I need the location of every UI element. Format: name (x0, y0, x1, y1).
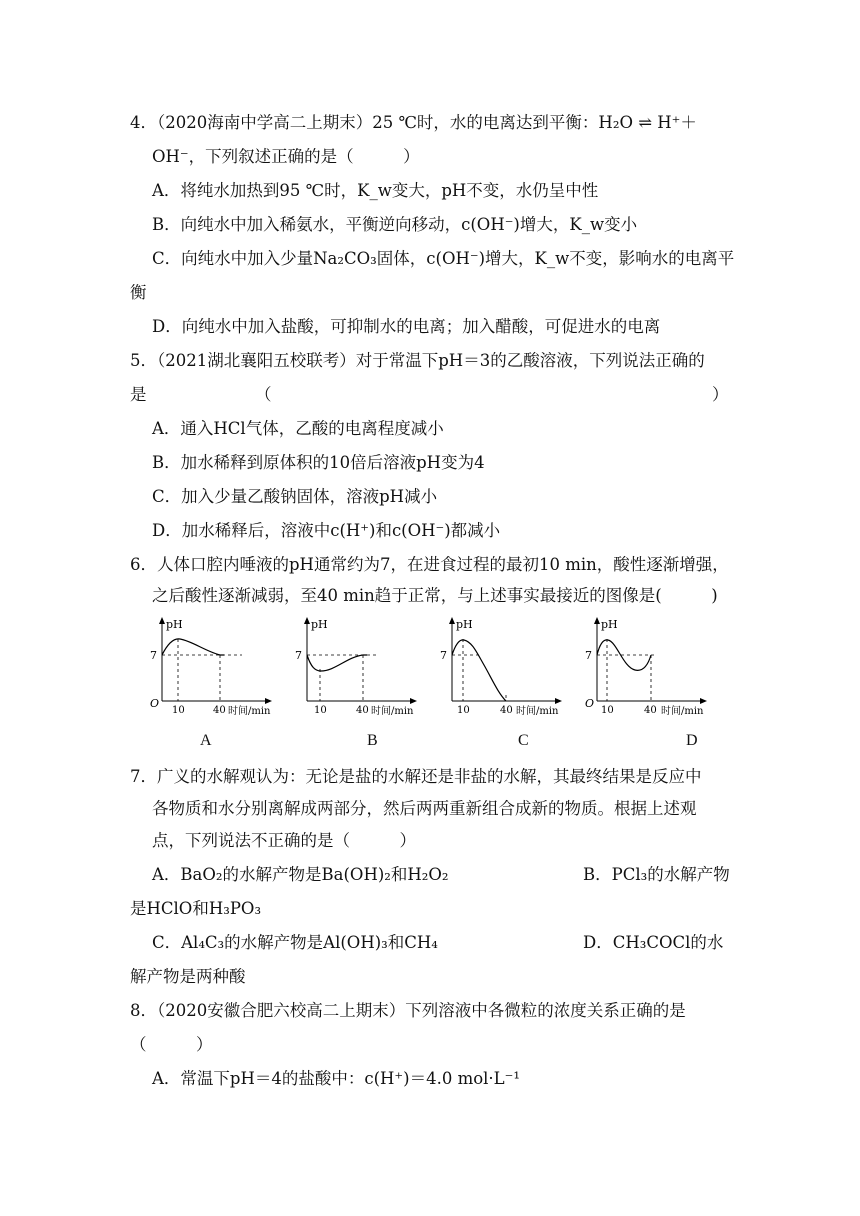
svg-text:时间/min: 时间/min (371, 706, 414, 717)
graph-c (440, 615, 585, 715)
q5-line1: 5．（2021湖北襄阳五校联考）对于常温下pH＝3的乙酸溶液，下列说法正确的 (130, 351, 705, 370)
q7-line2: 各物质和水分别离解成两部分，然后两两重新组合成新的物质。根据上述观 (152, 799, 697, 818)
graph-label-b: B (367, 732, 378, 749)
graph-c-svg (440, 615, 585, 715)
q5-option-b: B．加水稀释到原体积的10倍后溶液pH变为4 (152, 453, 485, 472)
q8-line1: 8．（2020安徽合肥六校高二上期末）下列溶液中各微粒的浓度关系正确的是 (130, 1001, 686, 1020)
q4-option-a: A．将纯水加热到95 ℃时，K_w变大，pH不变，水仍呈中性 (152, 181, 599, 200)
graph-d (585, 615, 730, 715)
q5-option-d: D．加水稀释后，溶液中c(H⁺)和c(OH⁻)都减小 (152, 521, 501, 540)
q4-line2: OH⁻，下列叙述正确的是（ ） (152, 147, 420, 166)
svg-text:10: 10 (601, 705, 614, 716)
graph-a (150, 615, 295, 715)
q7-option-c: C．Al₄C₃的水解产物是Al(OH)₃和CH₄ (152, 933, 438, 952)
q5-line2-paren-open: （ (255, 385, 272, 404)
q4-option-c-line2: 衡 (130, 283, 147, 302)
graph-label-a: A (200, 732, 212, 749)
svg-text:pH: pH (311, 618, 328, 631)
svg-text:10: 10 (457, 705, 470, 716)
svg-text:40: 40 (500, 705, 513, 716)
graph-label-c: C (518, 732, 529, 749)
graph-a-svg (150, 615, 295, 715)
q7-option-d-line1: D．CH₃COCl的水 (583, 933, 724, 952)
q5-line2-paren-close: ） (712, 385, 729, 404)
svg-text:pH: pH (601, 618, 618, 631)
q4-option-b: B．向纯水中加入稀氨水，平衡逆向移动，c(OH⁻)增大，K_w变小 (152, 215, 638, 234)
q7-option-b-line2: 是HClO和H₃PO₃ (130, 899, 262, 918)
graph-a-xlabel: 时间/min (228, 706, 271, 717)
q4-option-d: D．向纯水中加入盐酸，可抑制水的电离；加入醋酸，可促进水的电离 (152, 317, 661, 336)
q4-option-c-line1: C．向纯水中加入少量Na₂CO₃固体，c(OH⁻)增大，K_w不变，影响水的电离平 (152, 249, 735, 268)
graph-a-ylabel: pH (166, 618, 183, 631)
q5-option-c: C．加入少量乙酸钠固体，溶液pH减小 (152, 487, 438, 506)
svg-text:7: 7 (440, 649, 447, 662)
q8-line2: （ ） (130, 1035, 213, 1054)
svg-text:7: 7 (585, 649, 592, 662)
svg-text:时间/min: 时间/min (516, 706, 559, 717)
q6-line1: 6．人体口腔内唾液的pH通常约为7，在进食过程的最初10 min，酸性逐渐增强， (130, 555, 729, 574)
q7-line3: 点，下列说法不正确的是（ ） (152, 831, 416, 850)
svg-text:7: 7 (295, 649, 302, 662)
graph-a-y7: 7 (150, 649, 157, 662)
graph-a-curve (162, 639, 224, 655)
q5-option-a: A．通入HCl气体，乙酸的电离程度减小 (152, 419, 444, 438)
graph-a-x10: 10 (172, 705, 185, 716)
q4-line1: 4．（2020海南中学高二上期末）25 ℃时，水的电离达到平衡：H₂O ⇌ H⁺＋ (130, 113, 697, 132)
svg-text:10: 10 (314, 705, 327, 716)
q7-option-b-line1: B．PCl₃的水解产物 (583, 865, 730, 884)
graph-a-x-arrow (265, 698, 272, 704)
svg-text:40: 40 (644, 705, 657, 716)
graph-label-d: D (686, 732, 698, 749)
svg-text:O: O (585, 697, 595, 710)
graph-a-y-arrow (159, 617, 165, 624)
graph-a-origin: O (150, 697, 160, 710)
q6-line2: 之后酸性逐渐减弱，至40 min趋于正常，与上述事实最接近的图像是( ) (152, 586, 718, 605)
svg-text:pH: pH (456, 618, 473, 631)
q8-option-a: A．常温下pH＝4的盐酸中：c(H⁺)＝4.0 mol·L⁻¹ (152, 1069, 520, 1088)
svg-text:时间/min: 时间/min (661, 706, 704, 717)
q7-option-d-line2: 解产物是两种酸 (130, 967, 246, 986)
graph-b-svg (295, 615, 440, 715)
svg-text:40: 40 (356, 705, 369, 716)
graph-a-x40: 40 (213, 705, 226, 716)
graph-d-svg (585, 615, 730, 715)
graph-b (295, 615, 440, 715)
q7-line1: 7．广义的水解观认为：无论是盐的水解还是非盐的水解，其最终结果是反应中 (130, 767, 702, 786)
q5-line2-start: 是 (130, 385, 147, 404)
q7-option-a: A．BaO₂的水解产物是Ba(OH)₂和H₂O₂ (152, 865, 449, 884)
